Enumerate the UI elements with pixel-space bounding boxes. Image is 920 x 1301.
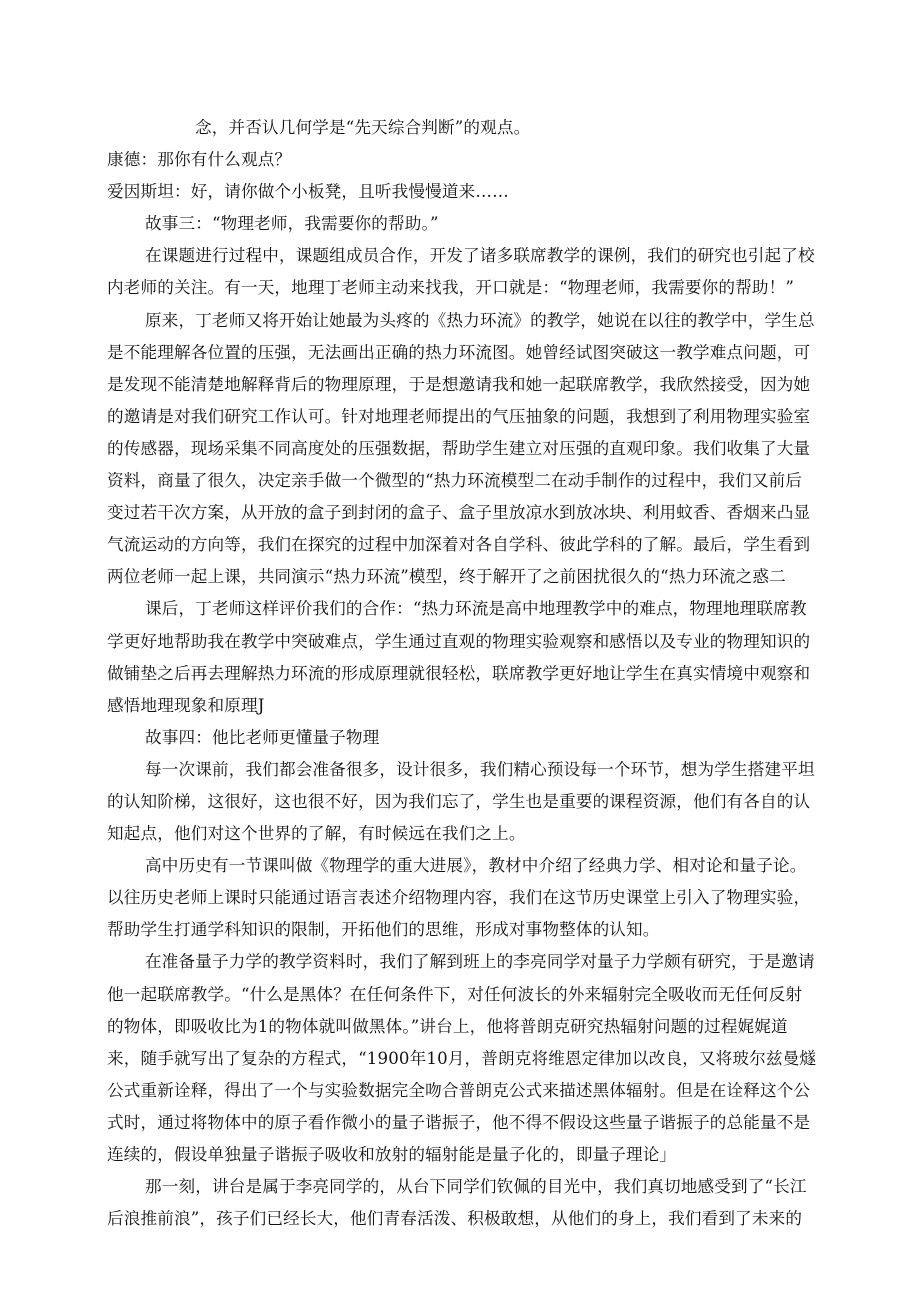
paragraph-line: 资料，商量了很久，决定亲手做一个微型的“热力环流模型二在动手制作的过程中，我们又前后 — [107, 471, 803, 491]
text-line-continuation: 念，并否认几何学是“先天综合判断”的观点。 — [195, 118, 531, 137]
paragraph-line: 学更好地帮助我在教学中突破难点，学生通过直观的物理实验观察和感悟以及专业的物理知识的 — [107, 631, 811, 651]
paragraph-line: 连续的，假设单独量子谐振子吸收和放射的辐射能是量子化的，即量子理论」 — [107, 1145, 677, 1164]
document-body — [107, 112, 822, 1235]
paragraph-line: 高中历史有一节课叫做《物理学的重大进展》，教材中介绍了经典力学、相对论和量子论。 — [145, 856, 807, 876]
paragraph-line: 的传感器，现场采集不同高度处的压强数据，帮助学生建立对压强的直观印象。我们收集了大量 — [107, 438, 811, 458]
paragraph-line: 式时，通过将物体中的原子看作微小的量子谐振子，他不得不假设这些量子谐振子的总能量不是 — [107, 1112, 811, 1132]
paragraph-line: 公式重新诠释，得出了一个与实验数据完全吻合普朗克公式来描述黑体辐射。但是在诠释这个公 — [107, 1080, 811, 1100]
paragraph-line: 后浪推前浪”，孩子们已经长大，他们青春活泼、积极敢想，从他们的身上，我们看到了未来的 — [107, 1209, 803, 1229]
dialogue-line-kant: 康德：那你有什么观点？ — [107, 150, 292, 170]
paragraph-line: 来，随手就写出了复杂的方程式，“1900年10月，普朗克将维恩定律加以改良，又将玻尔兹曼燧 — [107, 1048, 817, 1068]
paragraph-line: 在课题进行过程中，课题组成员合作，开发了诸多联席教学的课例，我们的研究也引起了校 — [145, 246, 815, 266]
paragraph-line: 原来，丁老师又将开始让她最为头疼的《热力环流》的教学，她说在以往的教学中，学生总 — [145, 310, 815, 330]
paragraph-line: 做铺垫之后再去理解热力环流的形成原理就很轻松，联席教学更好地让学生在真实情境中观察和 — [107, 663, 811, 683]
story-three-heading: 故事三：“物理老师，我需要你的帮助。” — [145, 214, 439, 234]
paragraph-line: 在准备量子力学的教学资料时，我们了解到班上的李亮同学对量子力学颇有研究，于是邀请 — [145, 952, 815, 972]
paragraph-line: 以往历史老师上课时只能通过语言表述介绍物理内容，我们在这节历史课堂上引入了物理实验， — [107, 888, 811, 908]
paragraph-line: 每一次课前，我们都会准备很多，设计很多，我们精心预设每一个环节，想为学生搭建平坦 — [145, 759, 815, 779]
paragraph-line: 那一刻，讲台是属于李亮同学的，从台下同学们钦佩的目光中，我们真切地感受到了“长江 — [145, 1177, 807, 1197]
paragraph-line: 的认知阶梯，这很好，这也很不好，因为我们忘了，学生也是重要的课程资源，他们有各自的认 — [107, 791, 811, 811]
paragraph-line: 感悟地理现象和原理J — [107, 695, 265, 715]
paragraph-line: 的物体，即吸收比为1的物体就叫做黑体。”讲台上，他将普朗克研究热辐射问题的过程娓娓道 — [107, 1016, 788, 1036]
paragraph-line: 内老师的关注。有一天，地理丁老师主动来找我，开口就是：“物理老师，我需要你的帮助！” — [107, 278, 795, 298]
dialogue-line-einstein: 爱因斯坦：好，请你做个小板凳，且听我慢慢道来…… — [107, 182, 509, 202]
paragraph-line: 课后，丁老师这样评价我们的合作：“热力环流是高中地理教学中的难点，物理地理联席教 — [145, 599, 807, 619]
paragraph-line: 两位老师一起上课，共同演示“热力环流”模型，终于解开了之前困扰很久的“热力环流之惑二 — [107, 567, 786, 587]
paragraph-line: 知起点，他们对这个世界的了解，有时候远在我们之上。 — [107, 824, 526, 844]
paragraph-line: 气流运动的方向等，我们在探究的过程中加深着对各自学科、彼此学科的了解。最后，学生看到 — [107, 535, 811, 555]
paragraph-line: 是发现不能清楚地解释背后的物理原理，于是想邀请我和她一起联席教学，我欣然接受，因为她 — [107, 374, 811, 394]
paragraph-line: 帮助学生打通学科知识的限制，开拓他们的思维，形成对事物整体的认知。 — [107, 920, 660, 940]
paragraph-line: 他一起联席教学。“什么是黑体？在任何条件下，对任何波长的外来辐射完全吸收而无任何反射 — [107, 984, 803, 1004]
paragraph-line: 是不能理解各位置的压强，无法画出正确的热力环流图。她曾经试图突破这一教学难点问题，可 — [107, 342, 811, 362]
paragraph-line: 的邀请是对我们研究工作认可。针对地理老师提出的气压抽象的问题，我想到了利用物理实验室 — [107, 406, 811, 426]
story-four-heading: 故事四：他比老师更懂量子物理 — [145, 727, 380, 747]
paragraph-line: 变过若干次方案，从开放的盒子到封闭的盒子、盒子里放凉水到放冰块、利用蚊香、香烟来凸显 — [107, 503, 811, 523]
